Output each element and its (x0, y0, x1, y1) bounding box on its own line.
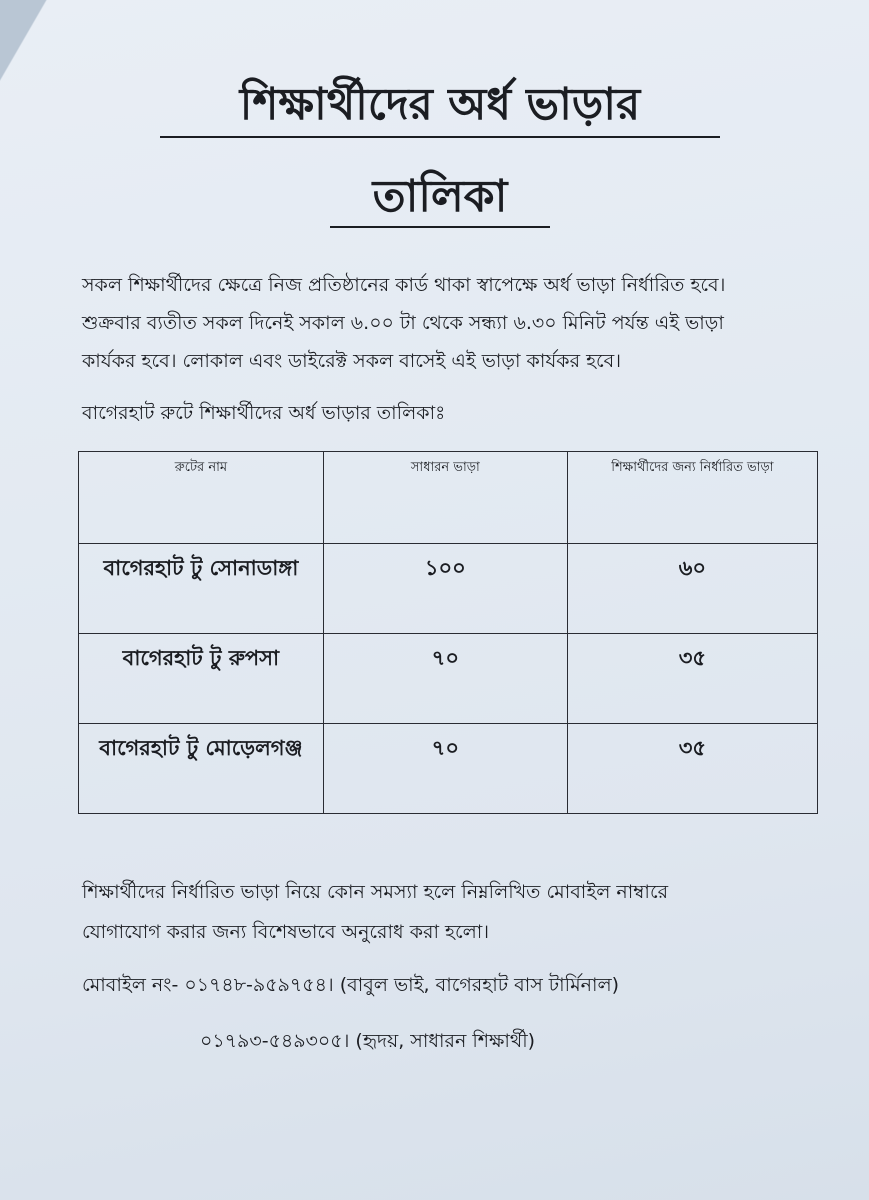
table-row (79, 544, 818, 634)
intro-paragraph (82, 266, 822, 380)
column-header-regular-fare: সাধারন ভাড়া (323, 452, 567, 544)
contact-line-secondary: ০১৭৯৩-৫৪৯৩০৫। (হৃদয়, সাধারন শিক্ষার্থী) (200, 1030, 536, 1052)
paper-edge-shadow (0, 0, 60, 160)
intro-line: সকল শিক্ষার্থীদের ক্ষেত্রে নিজ প্রতিষ্ঠানের কার্ড থাকা স্বাপেক্ষে অর্ধ ভাড়া নির্ধারিত হবে। (82, 274, 726, 296)
notice-title: শিক্ষার্থীদের অর্ধ ভাড়ার (160, 74, 720, 138)
route-name-cell: বাগেরহাট টু সোনাডাঙ্গা (79, 544, 324, 634)
intro-line: শুক্রবার ব্যতীত সকল দিনেই সকাল ৬.০০ টা থেকে সন্ধ্যা ৬.৩০ মিনিট পর্যন্ত এই ভাড়া (82, 312, 724, 334)
table-heading: বাগেরহাট রুটে শিক্ষার্থীদের অর্ধ ভাড়ার তালিকাঃ (82, 402, 446, 424)
contact-request-paragraph (82, 872, 822, 952)
regular-fare-cell: ৭০ (323, 724, 567, 814)
notice-title-continued: তালিকা (330, 168, 550, 228)
regular-fare-cell: ৭০ (323, 634, 567, 724)
column-header-student-fare: শিক্ষার্থীদের জন্য নির্ধারিত ভাড়া (567, 452, 817, 544)
table-row (79, 634, 818, 724)
contact-line-primary: মোবাইল নং- ০১৭৪৮-৯৫৯৭৫৪। (বাবুল ভাই, বাগেরহাট বাস টার্মিনাল) (82, 974, 620, 996)
intro-line: কার্যকর হবে। লোকাল এবং ডাইরেক্ট সকল বাসেই এই ভাড়া কার্যকর হবে। (82, 350, 622, 372)
student-fare-cell: ৩৫ (567, 724, 817, 814)
table-row (79, 724, 818, 814)
student-fare-cell: ৩৫ (567, 634, 817, 724)
column-header-route: রুটের নাম (79, 452, 324, 544)
student-fare-cell: ৬০ (567, 544, 817, 634)
footer-line: যোগাযোগ করার জন্য বিশেষভাবে অনুরোধ করা হলো। (82, 921, 490, 943)
route-name-cell: বাগেরহাট টু মোড়েলগঞ্জ (79, 724, 324, 814)
regular-fare-cell: ১০০ (323, 544, 567, 634)
fare-table (78, 451, 818, 814)
route-name-cell: বাগেরহাট টু রুপসা (79, 634, 324, 724)
footer-line: শিক্ষার্থীদের নির্ধারিত ভাড়া নিয়ে কোন সমস্যা হলে নিম্নলিখিত মোবাইল নাম্বারে (82, 881, 669, 903)
table-header-row (79, 452, 818, 544)
